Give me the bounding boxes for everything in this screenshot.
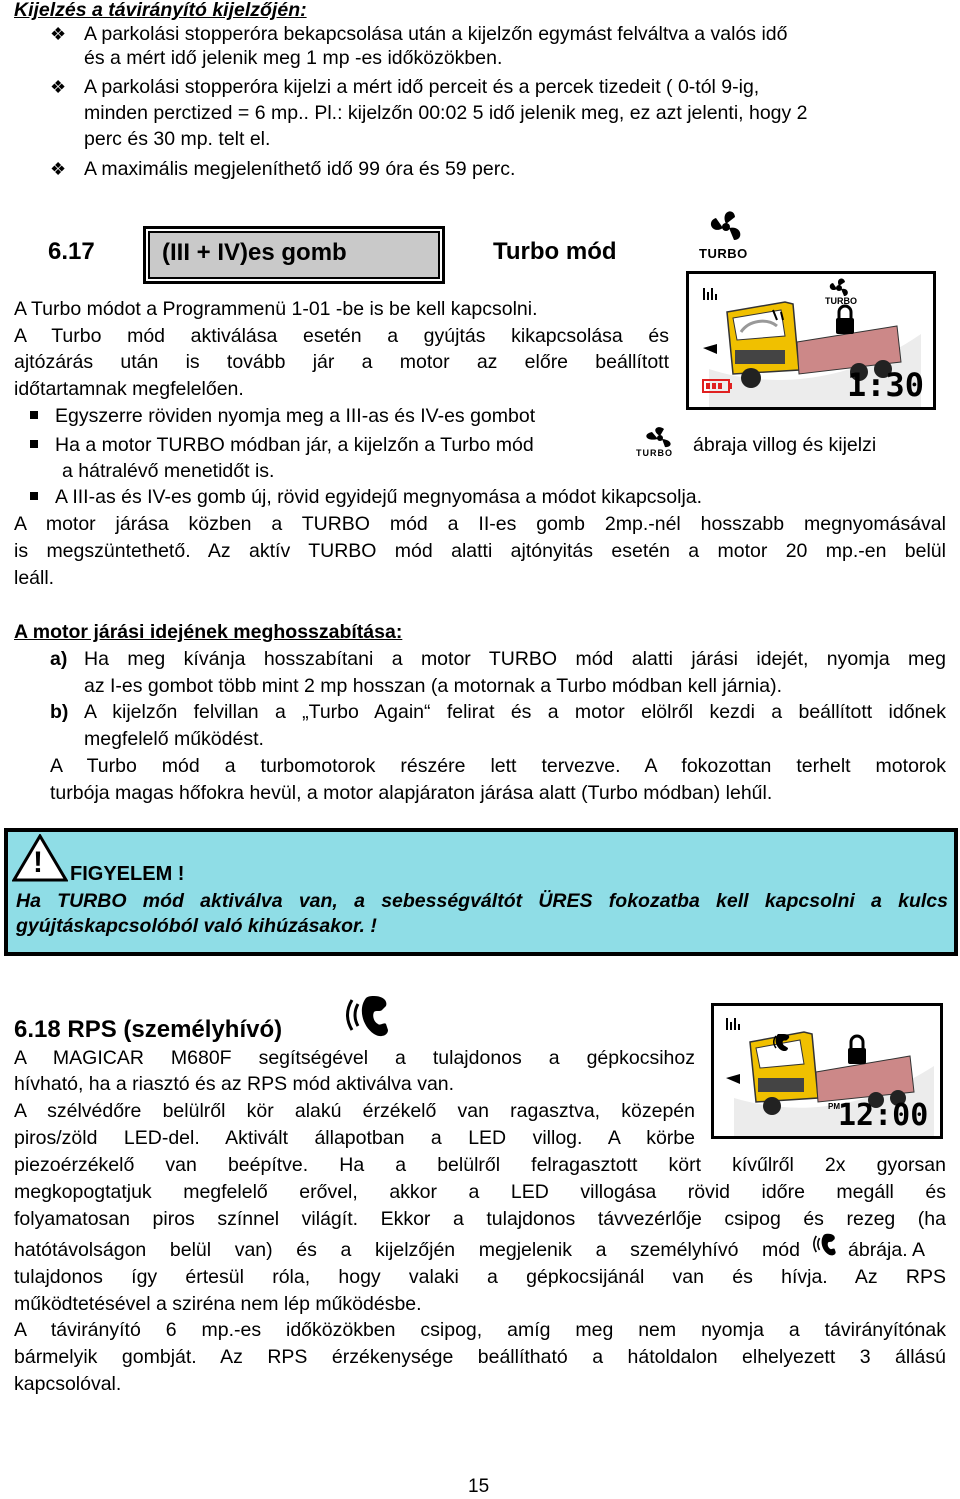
item-text: az I-es gombot több mint 2 mp hosszan (a motornak a Turbo módban kell járnia). <box>84 675 783 697</box>
paragraph-text: is megszüntethető. Az aktív TURBO mód alatti ajtónyitás esetén a motor 20 mp.-en belül <box>14 540 946 562</box>
paragraph-text: hatótávolságon belül van) és a kijelzőjén megjelenik a személyhívó mód <box>14 1239 800 1261</box>
bullet-text: A parkolási stopperóra bekapcsolása után a kijelzőn egymást felváltva a valós idő <box>84 23 788 45</box>
bullet-text: A III-as és IV-es gomb új, rövid egyidejű megnyomása a módot kikapcsolja. <box>55 486 703 508</box>
bullet-text: a hátralévő menetidőt is. <box>62 460 275 482</box>
paragraph-text: hívható, ha a riasztó és az RPS mód aktiválva van. <box>14 1073 455 1095</box>
item-marker: b) <box>50 701 69 723</box>
item-text: A kijelzőn felvillan a „Turbo Again“ felirat és a motor elölről kezdi a beállított időnek <box>84 701 946 723</box>
paragraph-text: A távirányító 6 mp.-es időközökben csipog, amíg meg nem nyomja a távirányítónak <box>14 1319 946 1341</box>
section-number: 6.17 <box>48 238 95 265</box>
paragraph-text: A Turbo mód aktiválása esetén a gyújtás kikapcsolása és <box>14 325 669 347</box>
section-title: 6.18 RPS (személyhívó) <box>14 1016 283 1043</box>
warning-triangle-icon <box>12 834 68 882</box>
square-bullet-icon <box>30 440 38 448</box>
diamond-bullet-icon: ❖ <box>50 77 67 97</box>
paragraph-text: ajtózárás után is tovább jár a motor az előre beállított <box>14 351 669 373</box>
note-text: A Turbo mód a turbomotorok részére lett tervezve. A fokozottan terhelt motorok <box>50 755 946 777</box>
paragraph-text: folyamatosan piros színnel világít. Ekkor a tulajdonos távvezérlője csipog és rezeg (ha <box>14 1208 946 1230</box>
pager-phone-icon <box>344 990 396 1040</box>
paragraph-text: bármelyik gombját. Az RPS érzékenysége beállítható a hátoldalon elhelyezett 3 állású <box>14 1346 946 1368</box>
display-time: 12:00 <box>838 1098 929 1133</box>
display-time: 1:30 <box>847 366 925 404</box>
page-number: 15 <box>468 1476 490 1497</box>
warning-box <box>4 828 958 956</box>
turbo-icon-text: TURBO <box>699 246 748 261</box>
turbo-mode-inline-icon <box>632 427 688 461</box>
item-marker: a) <box>50 648 68 670</box>
bullet-text: Ha a motor TURBO módban jár, a kijelzőn a Turbo mód <box>55 434 534 456</box>
button-label: (III + IV)es gomb <box>162 239 347 266</box>
section-heading: Kijelzés a távirányító kijelzőjén: <box>14 0 307 21</box>
pager-phone-inline-icon <box>812 1230 840 1258</box>
square-bullet-icon <box>30 411 38 419</box>
square-bullet-icon <box>30 492 38 500</box>
paragraph-text: A MAGICAR M680F segítségével a tulajdonos a gépkocsihoz <box>14 1047 695 1069</box>
paragraph-text: piezoérzékelő van beépítve. Ha a belülről felragasztott kört kívűlről 2x gyorsan <box>14 1154 946 1176</box>
bullet-text: minden perctized = 6 mp.. Pl.: kijelzőn 00:02 5 idő jelenik meg, ez azt jelenti, hogy 2 <box>84 102 808 124</box>
remote-display-turbo <box>686 271 936 410</box>
warning-symbol: ! <box>33 846 43 879</box>
paragraph-text: megkopogtatjuk megfelelő erővel, akkor a LED villogása rövid időre megáll és <box>14 1181 946 1203</box>
bullet-text: perc és 30 mp. telt el. <box>84 128 271 150</box>
paragraph-text: tulajdonos így értesül róla, hogy valaki a gépkocsijánál van és hívja. Az RPS <box>14 1266 946 1288</box>
bullet-text: Egyszerre röviden nyomja meg a III-as és IV-es gombot <box>55 405 536 427</box>
warning-title: FIGYELEM ! <box>70 863 185 885</box>
remote-display-rps <box>711 1003 943 1139</box>
section-title: Turbo mód <box>493 238 617 265</box>
item-text: megfelelő működést. <box>84 728 264 750</box>
display-pm: PM <box>828 1102 840 1111</box>
section-heading: A motor járási idejének meghosszabítása: <box>14 621 403 643</box>
turbo-fan-icon <box>697 206 755 266</box>
paragraph-text: időtartamnak megfelelően. <box>14 378 244 400</box>
bullet-text: A maximális megjeleníthető idő 99 óra és 59 perc. <box>84 158 516 180</box>
paragraph-text: leáll. <box>14 567 55 589</box>
paragraph-text: kapcsolóval. <box>14 1373 122 1395</box>
paragraph-text: A Turbo módot a Programmenü 1-01 -be is be kell kapcsolni. <box>14 298 538 320</box>
paragraph-text: működtetésével a sziréna nem lép működésbe. <box>14 1293 422 1315</box>
note-text: turbója magas hőfokra hevül, a motor alapjáraton járása alatt (Turbo módban) lehűl. <box>50 782 773 804</box>
inline-icon-text: TURBO <box>636 448 673 458</box>
bullet-text: A parkolási stopperóra kijelzi a mért idő perceit és a percek tizedeit ( 0-tól 9-ig, <box>84 76 760 98</box>
display-turbo-label: TURBO <box>825 296 857 306</box>
diamond-bullet-icon: ❖ <box>50 24 67 44</box>
bullet-text: ábraja villog és kijelzi <box>693 434 877 456</box>
warning-text: gyújtáskapcsolóból való kihúzásakor. ! <box>16 915 377 937</box>
paragraph-text: piros/zöld LED-del. Aktivált állapotban a LED villog. A körbe <box>14 1127 695 1149</box>
paragraph-text: A szélvédőre belülről kör alakú érzékelő van ragasztva, közepén <box>14 1100 695 1122</box>
paragraph-text: ábrája. A <box>848 1239 925 1261</box>
bullet-text: és a mért idő jelenik meg 1 mp -es időközökben. <box>84 47 503 69</box>
button-label-box <box>143 226 445 284</box>
paragraph-text: A motor járása közben a TURBO mód a II-es gomb 2mp.-nél hosszabb megnyomásával <box>14 513 946 535</box>
warning-text: Ha TURBO mód aktiválva van, a sebességváltót ÜRES fokozatba kell kapcsolni a kulcs <box>16 890 948 912</box>
diamond-bullet-icon: ❖ <box>50 159 67 179</box>
item-text: Ha meg kívánja hosszabítani a motor TURBO mód alatti járási idejét, nyomja meg <box>84 648 946 670</box>
